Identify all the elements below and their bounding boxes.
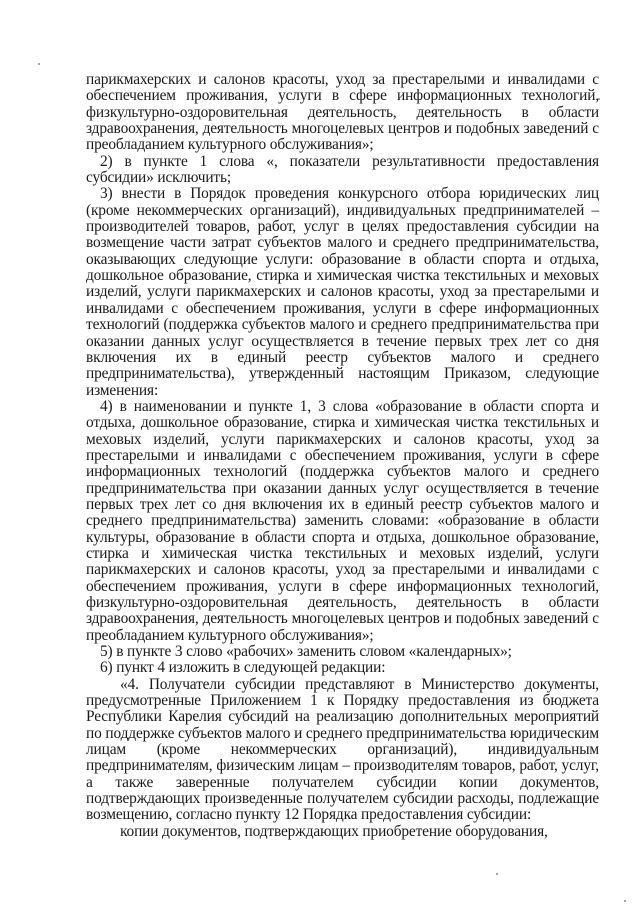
scan-speck [496, 873, 498, 875]
paragraph-item-2: 2) в пункте 1 слова «, показатели результативности предоставления субсидии» исключить; [86, 152, 599, 187]
paragraph-quoted-clause-4: «4. Получатели субсидии представляют в Министерство документы, предусмотренные Приложением 1 к Порядку предоставления из бюджета Республики Карелия субсидий на реализацию дополнительных мероприятий по поддержке субъектов малого и среднего предпринимательства юридическим лицам (кроме некоммерческих организаций), индивидуальным предпринимателям, физическим лицам – производителям товаров, работ, услуг, а также заверенные получателем субсидии копии документов, подтверждающих произведенные получателем субсидии расходы, подлежащие возмещению, согласно пункту 12 Порядка предоставления субсидии: [86, 675, 599, 824]
scan-speck [624, 900, 626, 902]
scan-speck [38, 63, 40, 65]
paragraph-item-5: 5) в пункте 3 слово «рабочих» заменить словом «календарных»; [100, 643, 512, 661]
paragraph-item-6: 6) пункт 4 изложить в следующей редакции: [100, 659, 386, 677]
paragraph-continuation: парикмахерских и салонов красоты, уход за престарелыми и инвалидами с обеспечением проживания, услуги в сфере информационных технологий, физкультурно-оздоровительная деятельность, деятельность в области здравоохранения, деятельность многоцелевых центров и подобных заведений с преобладанием культурного обслуживания»; [86, 71, 599, 154]
document-body [86, 72, 599, 840]
paragraph-item-3: 3) внести в Порядок проведения конкурсного отбора юридических лиц (кроме некоммерческих организаций), индивидуальных предпринимателей – производителей товаров, работ, услуг в целях предоставления субсидии на возмещение части затрат субъектов малого и среднего предпринимательства, оказывающих следующие услуги: образование в области спорта и отдыха, дошкольное образование, стирка и химическая чистка текстильных и меховых изделий, услуги парикмахерских и салонов красоты, уход за престарелыми и инвалидами с обеспечением проживания, услуги в сфере информационных технологий (поддержка субъектов малого и среднего предпринимательства при оказании данных услуг осуществляется в течение первых трех лет со дня включения их в единый реестр субъектов малого и среднего предпринимательства), утвержденный настоящим Приказом, следующие изменения: [86, 185, 599, 399]
paragraph-item-4: 4) в наименовании и пункте 1, 3 слова «образование в области спорта и отдыха, дошкольное образование, стирка и химическая чистка текстильных и меховых изделий, услуги парикмахерских и салонов красоты, уход за престарелыми и инвалидами с обеспечением проживания, услуги в сфере информационных технологий (поддержка субъектов малого и среднего предпринимательства при оказании данных услуг осуществляется в течение первых трех лет со дня включения их в единый реестр субъектов малого и среднего предпринимательства) заменить словами: «образование в области культуры, образование в области спорта и отдыха, дошкольное образование, стирка и химическая чистка текстильных и меховых изделий, услуги парикмахерских и салонов красоты, уход за престарелыми и инвалидами с обеспечением проживания, услуги в сфере информационных технологий, физкультурно-оздоровительная деятельность, деятельность в области здравоохранения, деятельность многоцелевых центров и подобных заведений с преобладанием культурного обслуживания»; [86, 397, 599, 644]
paragraph-copies-documents: копии документов, подтверждающих приобретение оборудования, [120, 822, 548, 840]
